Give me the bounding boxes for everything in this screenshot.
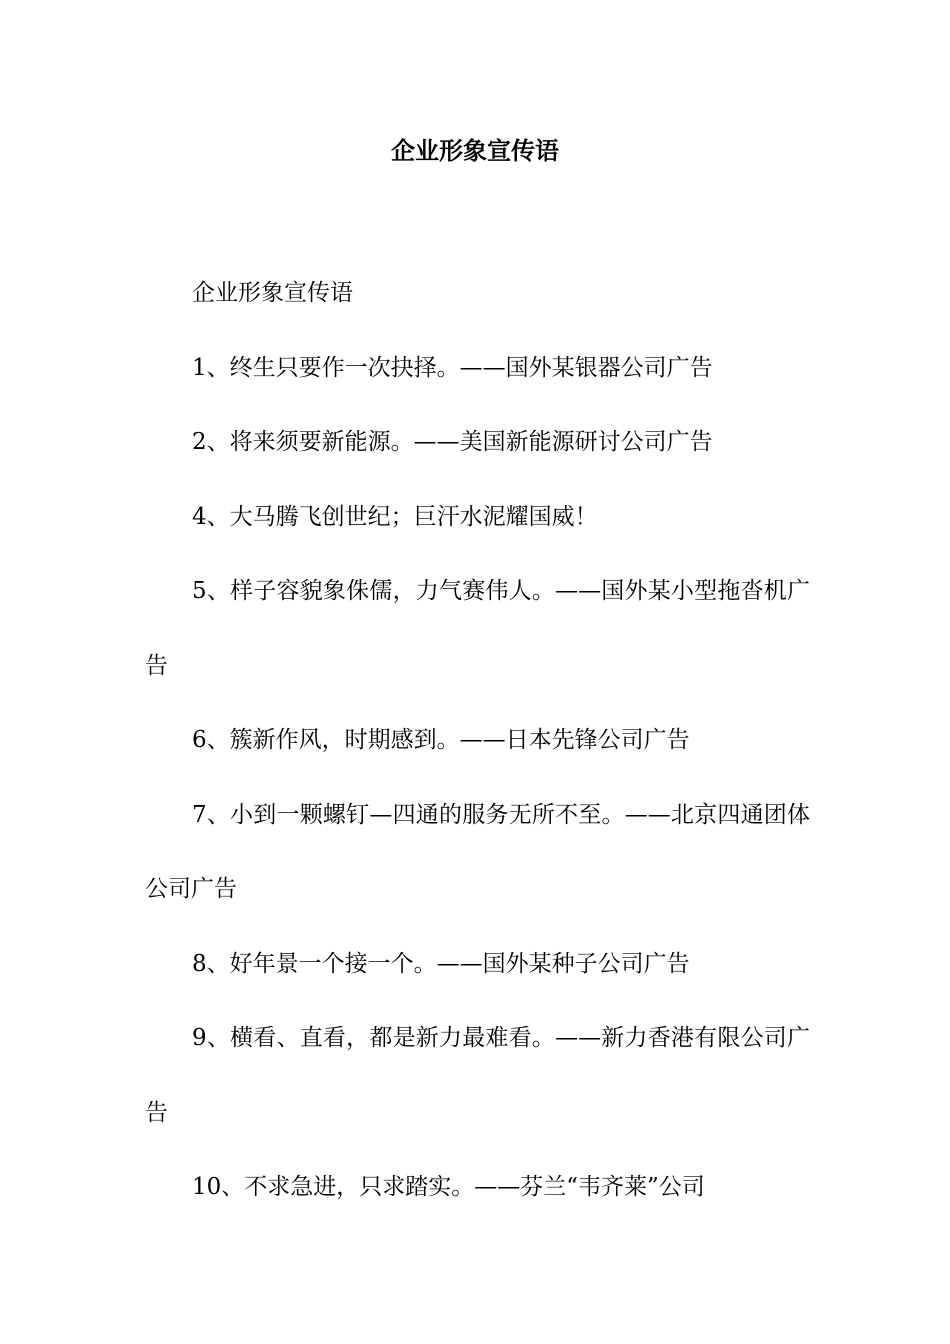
document-title: 企业形象宣传语 (391, 136, 559, 165)
paragraph-item-8: 8、好年景一个接一个。——国外某种子公司广告 (192, 950, 690, 977)
document-body (145, 256, 810, 1225)
paragraph-item-4: 4、大马腾飞创世纪；巨汗水泥耀国威！ (192, 503, 598, 530)
paragraph-item-6: 6、簇新作风，时期感到。——日本先锋公司广告 (192, 727, 690, 753)
paragraph-heading: 企业形象宣传语 (192, 280, 353, 306)
paragraph-item-9: 9、横看、直看，都是新力最难看。——新力香港有限公司广告 (145, 1025, 810, 1126)
paragraph-item-2: 2、将来须要新能源。——美国新能源研讨公司广告 (192, 429, 713, 455)
paragraph-item-10: 10、不求急进，只求踏实。——芬兰“韦齐莱”公司 (192, 1174, 705, 1200)
paragraph-item-7: 7、小到一颗螺钉—四通的服务无所不至。——北京四通团体公司广告 (145, 801, 810, 902)
paragraph-item-1: 1、终生只要作一次抉择。——国外某银器公司广告 (192, 354, 713, 381)
paragraph-item-5: 5、样子容貌象侏儒，力气赛伟人。——国外某小型拖沓机广告 (145, 578, 810, 679)
